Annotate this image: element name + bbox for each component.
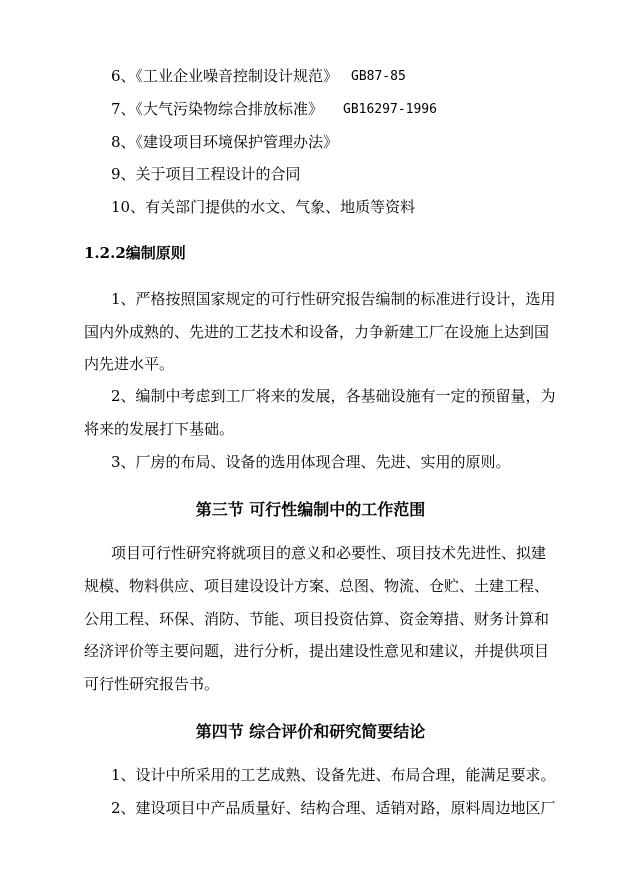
- principle-1-line-3: 内先进水平。: [84, 355, 175, 373]
- section-3-para-line-3: 公用工程、环保、消防、节能、项目投资估算、资金筹措、财务计算和: [84, 610, 550, 628]
- principle-3-line-1: 3、厂房的布局、设备的选用体现合理、先进、实用的原则。: [111, 453, 511, 471]
- ref-title: 《建设项目环境保护管理办法》: [135, 133, 339, 151]
- ref-number: 7、: [111, 100, 136, 118]
- ref-item-10: [111, 197, 415, 217]
- principle-2-line-1: 2、编制中考虑到工厂将来的发展，各基础设施有一定的预留量，为: [111, 387, 556, 405]
- ref-code: GB87-85: [351, 69, 406, 84]
- ref-number: 9、: [111, 165, 136, 183]
- principle-1-line-1: 1、严格按照国家规定的可行性研究报告编制的标准进行设计，选用: [111, 290, 556, 308]
- section-3-para-line-2: 规模、物料供应、项目建设设计方案、总图、物流、仓贮、土建工程、: [84, 577, 550, 595]
- ref-number: 10、: [111, 198, 146, 216]
- ref-title: 《大气污染物综合排放标准》: [135, 100, 324, 118]
- section-3-para-line-4: 经济评价等主要问题，进行分析，提出建设性意见和建议，并提供项目: [84, 642, 550, 660]
- ref-item-7: [111, 99, 323, 119]
- principle-2-line-2: 将来的发展打下基础。: [84, 420, 235, 438]
- ref-item-9: [111, 164, 301, 184]
- ref-title: 关于项目工程设计的合同: [135, 165, 301, 183]
- principle-1-line-2: 国内外成熟的、先进的工艺技术和设备，力争新建工厂在设施上达到国: [84, 323, 550, 341]
- section-3-para-line-1: 项目可行性研究将就项目的意义和必要性、项目技术先进性、拟建: [111, 544, 547, 562]
- ref-item-6: [111, 66, 338, 86]
- subsection-heading: 1.2.2编制原则: [84, 244, 186, 262]
- ref-code: GB16297-1996: [343, 102, 437, 117]
- ref-title: 《工业企业噪音控制设计规范》: [135, 67, 339, 85]
- section-4-item-1: 1、设计中所采用的工艺成熟、设备先进、布局合理，能满足要求。: [111, 766, 556, 784]
- section-4-item-2: 2、建设项目中产品质量好、结构合理、适销对路，原料周边地区厂: [111, 799, 556, 817]
- ref-number: 8、: [111, 133, 136, 151]
- ref-number: 6、: [111, 67, 136, 85]
- section-4-title: 第四节 综合评价和研究简要结论: [195, 722, 426, 741]
- section-3-para-line-5: 可行性研究报告书。: [84, 675, 220, 693]
- section-3-title: 第三节 可行性编制中的工作范围: [195, 500, 426, 519]
- ref-item-8: [111, 132, 338, 152]
- ref-title: 有关部门提供的水文、气象、地质等资料: [145, 198, 416, 216]
